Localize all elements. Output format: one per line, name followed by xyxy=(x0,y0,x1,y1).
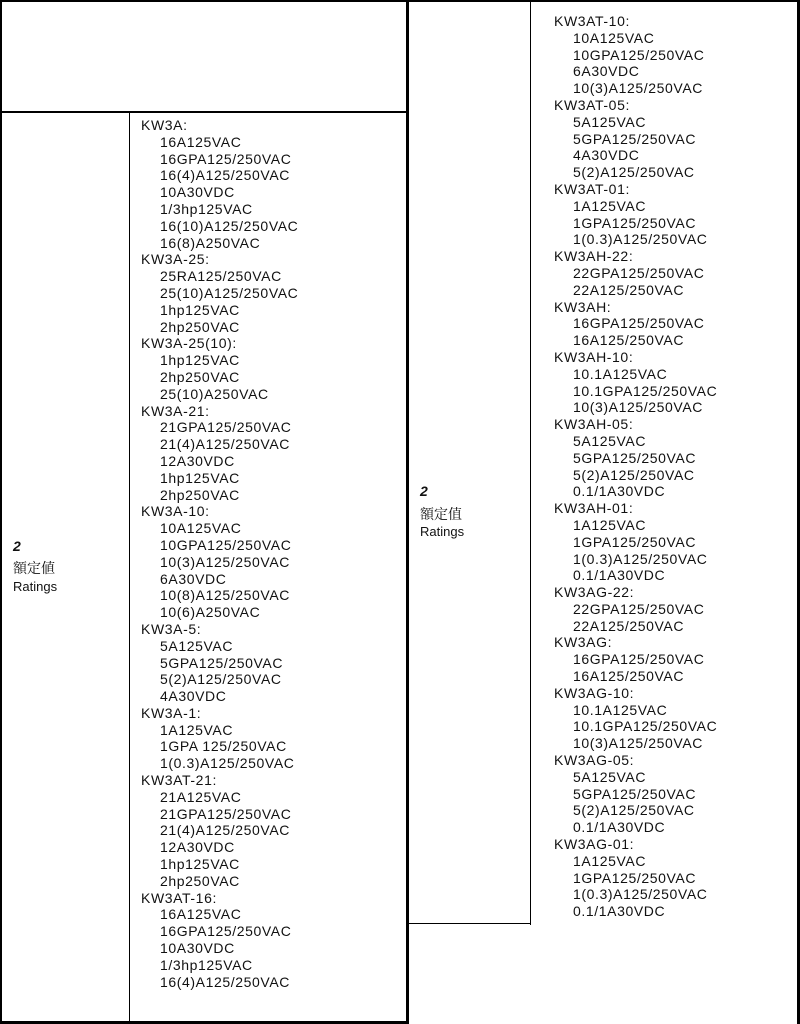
rating-value: 10.1GPA125/250VAC xyxy=(573,382,718,399)
model-name: KW3AG-10: xyxy=(554,684,635,701)
left-column-divider xyxy=(129,111,130,1024)
rating-value: 1hp125VAC xyxy=(160,301,240,318)
rating-value: 1A125VAC xyxy=(160,721,234,738)
rating-value: 16A125VAC xyxy=(160,133,242,150)
rating-value: 1A125VAC xyxy=(573,852,647,869)
rating-value: 0.1/1A30VDC xyxy=(573,903,666,920)
rating-value: 5GPA125/250VAC xyxy=(573,130,697,147)
rating-value: 10(6)A250VAC xyxy=(160,604,261,621)
model-name: KW3A-10: xyxy=(141,503,210,520)
rating-value: 5A125VAC xyxy=(573,768,647,785)
left-ratings-list xyxy=(141,117,298,990)
rating-value: 22GPA125/250VAC xyxy=(573,600,705,617)
rating-value: 5(2)A125/250VAC xyxy=(573,466,695,483)
rating-value: 10.1GPA125/250VAC xyxy=(573,718,718,735)
model-name: KW3AG-22: xyxy=(554,584,635,601)
rating-value: 1hp125VAC xyxy=(160,856,240,873)
rating-value: 5(2)A125/250VAC xyxy=(573,802,695,819)
rating-value: 10A30VDC xyxy=(160,184,235,201)
rating-value: 16A125/250VAC xyxy=(573,332,685,349)
rating-value: 4A30VDC xyxy=(160,688,227,705)
rating-value: 1A125VAC xyxy=(573,197,647,214)
model-name: KW3AH-05: xyxy=(554,416,634,433)
left-item-number: 2 xyxy=(13,538,21,554)
model-name: KW3A-21: xyxy=(141,402,210,419)
model-name: KW3A-25: xyxy=(141,251,210,268)
model-name: KW3AH: xyxy=(554,298,612,315)
model-name: KW3AH-22: xyxy=(554,248,634,265)
rating-value: 5GPA125/250VAC xyxy=(573,449,697,466)
rating-value: 12A30VDC xyxy=(160,452,235,469)
rating-value: 1hp125VAC xyxy=(160,469,240,486)
rating-value: 1hp125VAC xyxy=(160,352,240,369)
rating-value: 1GPA125/250VAC xyxy=(573,869,697,886)
rating-value: 21(4)A125/250VAC xyxy=(160,436,290,453)
model-name: KW3AH-10: xyxy=(554,348,634,365)
rating-value: 10(3)A125/250VAC xyxy=(160,553,290,570)
model-name: KW3AG-01: xyxy=(554,836,635,853)
model-name: KW3A-5: xyxy=(141,620,202,637)
model-name: KW3AT-21: xyxy=(141,772,217,789)
rating-value: 12A30VDC xyxy=(160,839,235,856)
rating-value: 21(4)A125/250VAC xyxy=(160,822,290,839)
rating-value: 5A125VAC xyxy=(573,113,647,130)
right-column-divider xyxy=(530,0,531,925)
rating-value: 10(3)A125/250VAC xyxy=(573,80,703,97)
rating-value: 1(0.3)A125/250VAC xyxy=(573,231,708,248)
rating-value: 25(10)A250VAC xyxy=(160,385,269,402)
rating-value: 16(10)A125/250VAC xyxy=(160,217,299,234)
rating-value: 6A30VDC xyxy=(160,570,227,587)
model-name: KW3A-25(10): xyxy=(141,335,237,352)
rating-value: 1A125VAC xyxy=(573,516,647,533)
model-name: KW3AT-10: xyxy=(554,13,630,29)
rating-value: 1GPA 125/250VAC xyxy=(160,738,287,755)
rating-value: 2hp250VAC xyxy=(160,486,240,503)
rating-value: 5GPA125/250VAC xyxy=(160,654,284,671)
right-item-label-jp: 額定值 xyxy=(420,506,462,522)
rating-value: 10(3)A125/250VAC xyxy=(573,735,703,752)
rating-value: 1(0.3)A125/250VAC xyxy=(573,550,708,567)
top-border xyxy=(0,0,800,2)
left-header-divider xyxy=(0,111,408,113)
rating-value: 0.1/1A30VDC xyxy=(573,483,666,500)
rating-value: 1GPA125/250VAC xyxy=(573,533,697,550)
rating-value: 10.1A125VAC xyxy=(573,365,668,382)
rating-value: 10GPA125/250VAC xyxy=(160,536,292,553)
rating-value: 22A125/250VAC xyxy=(573,617,685,634)
rating-value: 16A125VAC xyxy=(160,906,242,923)
rating-value: 1GPA125/250VAC xyxy=(573,214,697,231)
model-name: KW3AG: xyxy=(554,634,613,651)
rating-value: 16GPA125/250VAC xyxy=(573,315,705,332)
rating-value: 1(0.3)A125/250VAC xyxy=(573,886,708,903)
rating-value: 10A125VAC xyxy=(160,520,242,537)
rating-value: 5(2)A125/250VAC xyxy=(160,671,282,688)
rating-value: 21GPA125/250VAC xyxy=(160,419,292,436)
rating-value: 16GPA125/250VAC xyxy=(160,150,292,167)
rating-value: 2hp250VAC xyxy=(160,872,240,889)
rating-value: 1(0.3)A125/250VAC xyxy=(160,755,295,772)
model-name: KW3A: xyxy=(141,117,188,133)
rating-value: 10A30VDC xyxy=(160,940,235,957)
model-name: KW3A-1: xyxy=(141,704,202,721)
rating-value: 16GPA125/250VAC xyxy=(160,923,292,940)
model-name: KW3AT-01: xyxy=(554,180,630,197)
rating-value: 22A125/250VAC xyxy=(573,281,685,298)
model-name: KW3AH-01: xyxy=(554,500,634,517)
rating-value: 10A125VAC xyxy=(573,29,655,46)
rating-value: 21A125VAC xyxy=(160,788,242,805)
rating-value: 4A30VDC xyxy=(573,147,640,164)
left-border xyxy=(0,0,2,1024)
rating-value: 10.1A125VAC xyxy=(573,701,668,718)
center-divider xyxy=(406,0,409,1024)
right-ratings-list xyxy=(554,13,717,920)
rating-value: 16(4)A125/250VAC xyxy=(160,167,290,184)
rating-value: 2hp250VAC xyxy=(160,318,240,335)
rating-value: 16GPA125/250VAC xyxy=(573,651,705,668)
model-name: KW3AT-05: xyxy=(554,96,630,113)
rating-value: 22GPA125/250VAC xyxy=(573,264,705,281)
rating-value: 5(2)A125/250VAC xyxy=(573,164,695,181)
model-name: KW3AG-05: xyxy=(554,752,635,769)
rating-value: 5GPA125/250VAC xyxy=(573,785,697,802)
model-name: KW3AT-16: xyxy=(141,889,217,906)
rating-value: 16(8)A250VAC xyxy=(160,234,261,251)
rating-value: 0.1/1A30VDC xyxy=(573,567,666,584)
rating-value: 0.1/1A30VDC xyxy=(573,819,666,836)
left-item-label-jp: 額定値 xyxy=(13,560,55,576)
rating-value: 2hp250VAC xyxy=(160,368,240,385)
left-item-label-en: Ratings xyxy=(13,579,58,594)
rating-value: 5A125VAC xyxy=(573,432,647,449)
rating-value: 6A30VDC xyxy=(573,63,640,80)
rating-value: 25(10)A125/250VAC xyxy=(160,284,299,301)
rating-value: 1/3hp125VAC xyxy=(160,200,253,217)
rating-value: 10(8)A125/250VAC xyxy=(160,587,290,604)
rating-value: 5A125VAC xyxy=(160,637,234,654)
right-item-number: 2 xyxy=(420,483,428,499)
right-bottom-rule xyxy=(406,923,530,924)
rating-value: 1/3hp125VAC xyxy=(160,956,253,973)
rating-value: 21GPA125/250VAC xyxy=(160,805,292,822)
rating-value: 16A125/250VAC xyxy=(573,668,685,685)
right-item-label-en: Ratings xyxy=(420,524,465,539)
rating-value: 25RA125/250VAC xyxy=(160,268,282,285)
rating-value: 16(4)A125/250VAC xyxy=(160,973,290,990)
rating-value: 10GPA125/250VAC xyxy=(573,46,705,63)
rating-value: 10(3)A125/250VAC xyxy=(573,399,703,416)
